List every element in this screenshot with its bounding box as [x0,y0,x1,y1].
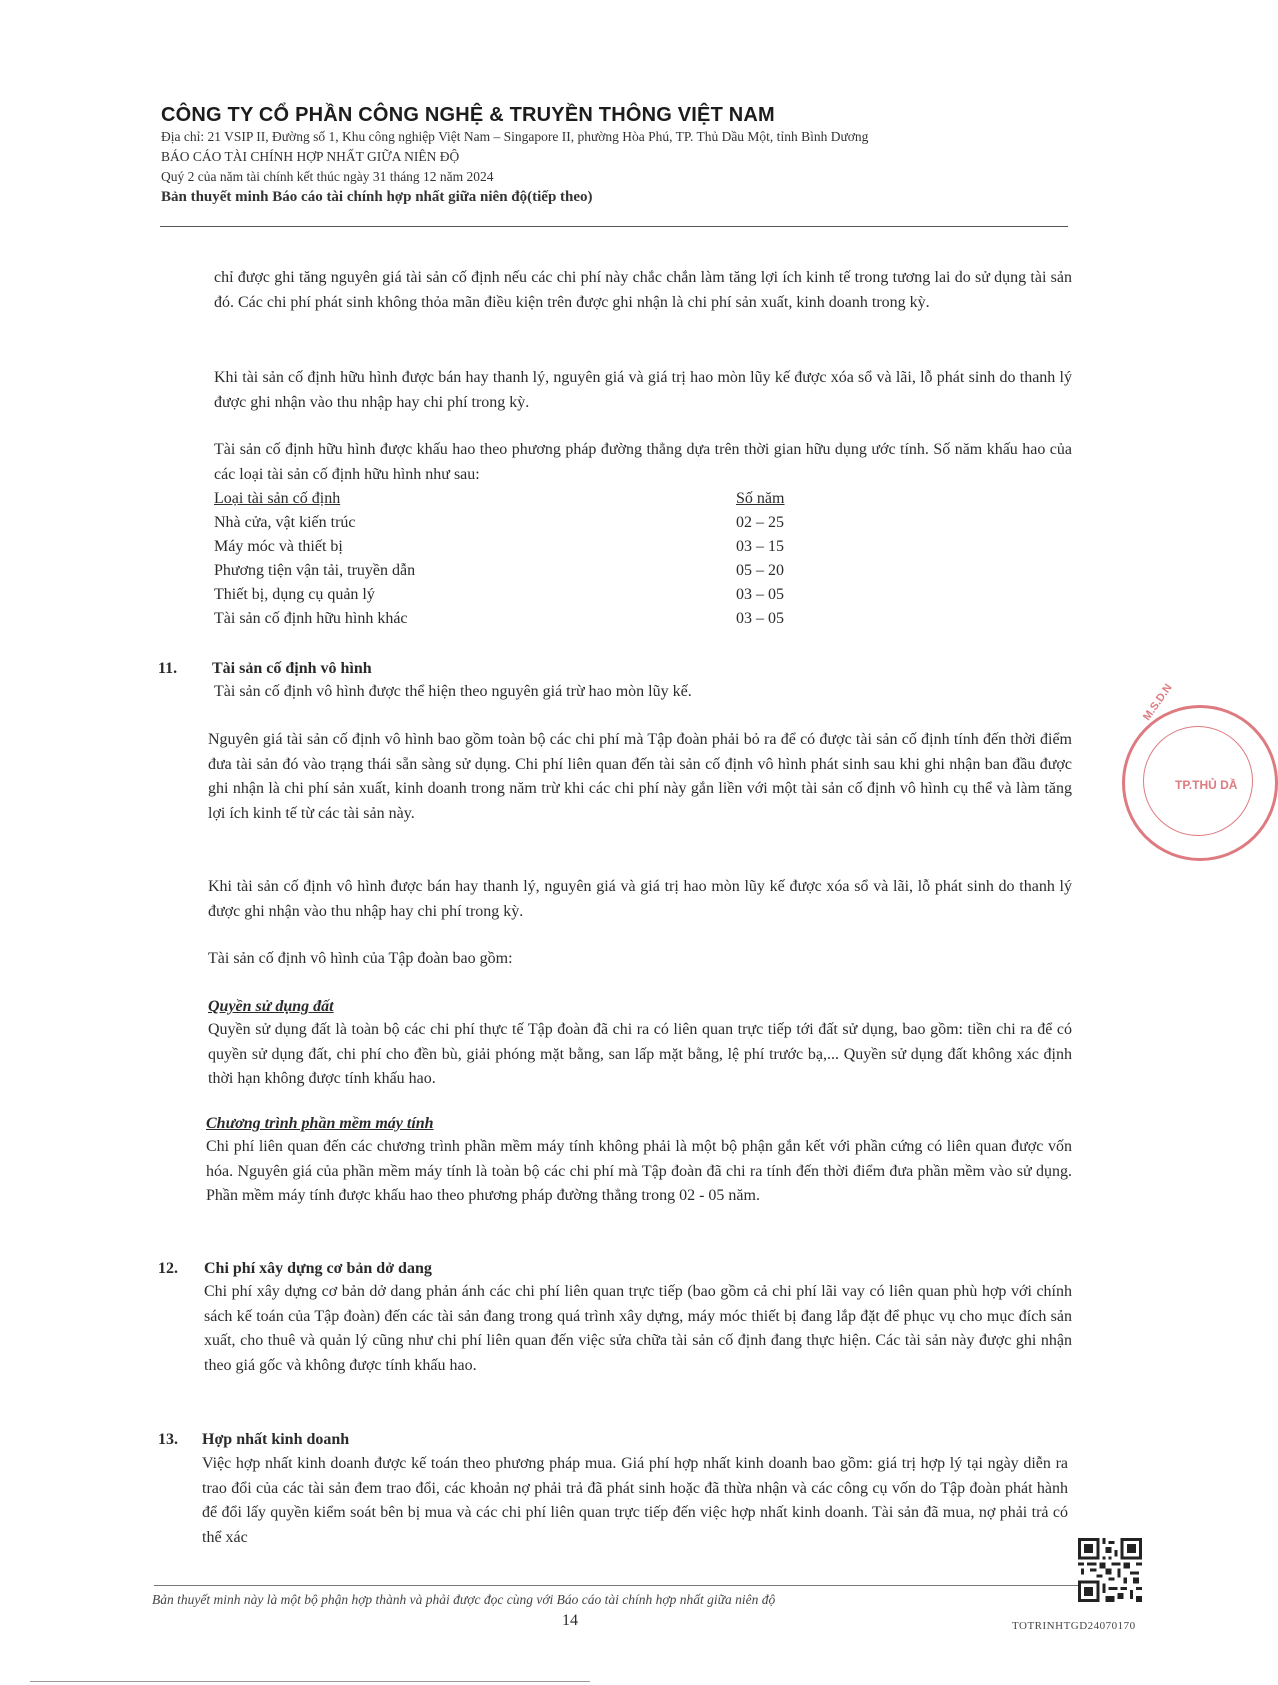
table-cell-years: 02 – 25 [736,514,784,531]
header-divider [160,226,1068,227]
subsection-land-use-title: Quyền sử dụng đất [208,998,334,1015]
company-name: CÔNG TY CỔ PHẦN CÔNG NGHỆ & TRUYỀN THÔNG VIỆT NAM [161,104,775,126]
section-11-number: 11. [158,660,178,677]
table-header-years: Số năm [736,490,785,507]
table-row [214,607,814,631]
notes-title: Bản thuyết minh Báo cáo tài chính hợp nhất giữa niên độ(tiếp theo) [161,189,593,205]
table-cell-years: 03 – 05 [736,610,784,627]
table-cell-asset: Phương tiện vận tải, truyền dẫn [214,562,416,579]
table-cell-asset: Nhà cửa, vật kiến trúc [214,514,356,531]
table-header-asset-type: Loại tài sản cố định [214,490,341,507]
scan-edge-line [30,1681,590,1682]
section-11-includes: Tài sản cố định vô hình của Tập đoàn bao gồm: [208,950,513,967]
section-11-intro: Tài sản cố định vô hình được thể hiện theo nguyên giá trừ hao mòn lũy kế. [214,683,692,700]
table-row [214,511,814,535]
table-cell-asset: Máy móc và thiết bị [214,538,343,555]
section-13-number: 13. [158,1431,178,1448]
qr-code-icon [1078,1538,1142,1602]
footer-note: Bản thuyết minh này là một bộ phận hợp thành và phải được đọc cùng với Báo cáo tài chính hợp nhất giữa niên độ [152,1592,776,1607]
paragraph-depreciation: Tài sản cố định hữu hình được khấu hao theo phương pháp đường thẳng dựa trên thời gian hữu dụng ước tính. Số năm khấu hao của các loại tài sản cố định hữu hình như sau: [214,441,1072,483]
subsection-software-title: Chương trình phần mềm máy tính [206,1115,434,1132]
section-12-title: Chi phí xây dựng cơ bản dở dang [204,1260,432,1277]
stamp-text-top: M.S.D.N [1141,681,1175,723]
table-header-row [214,487,814,511]
report-title: BÁO CÁO TÀI CHÍNH HỢP NHẤT GIỮA NIÊN ĐỘ [161,149,460,164]
paragraph-continued: chỉ được ghi tăng nguyên giá tài sản cố định nếu các chi phí này chắc chắn làm tăng lợi ích kinh tế trong tương lai do sử dụng tài sản đó. Các chi phí phát sinh không thỏa mãn điều kiện trên được ghi nhận là chi phí sản xuất, kinh doanh trong kỳ. [214,269,1072,311]
section-11-cost-paragraph: Nguyên giá tài sản cố định vô hình bao gồm toàn bộ các chi phí mà Tập đoàn phải bỏ ra để có được tài sản cố định tính đến thời điểm đưa tài sản đó vào trạng thái sẵn sàng sử dụng. Chi phí liên quan đến tài sản cố định vô hình phát sinh sau khi ghi nhận ban đầu được ghi nhận là chi phí sản xuất, kinh doanh trong năm trừ khi các chi phí này gắn liền với một tài sản cố định vô hình cụ thể và làm tăng lợi ích kinh tế từ các tài sản này. [208,731,1072,822]
section-11-title: Tài sản cố định vô hình [212,660,372,677]
section-13-title: Hợp nhất kinh doanh [202,1431,350,1448]
section-13-text: Việc hợp nhất kinh doanh được kế toán theo phương pháp mua. Giá phí hợp nhất kinh doanh bao gồm: giá trị hợp lý tại ngày diễn ra trao đổi của các tài sản đem trao đổi, các khoản nợ phải trả đã phát sinh hoặc đã thừa nhận và các công cụ vốn do Tập đoàn phát hành để đổi lấy quyền kiểm soát bên bị mua và các chi phí liên quan trực tiếp đến việc hợp nhất kinh doanh. Tài sản đã mua, nợ phải trả có thể xác [202,1455,1068,1546]
section-11-disposal-paragraph: Khi tài sản cố định vô hình được bán hay thanh lý, nguyên giá và giá trị hao mòn lũy kế được xóa sổ và lãi, lỗ phát sinh do thanh lý được ghi nhận vào thu nhập hay chi phí trong kỳ. [208,878,1072,920]
table-row [214,559,814,583]
company-address: Địa chỉ: 21 VSIP II, Đường số 1, Khu công nghiệp Việt Nam – Singapore II, phường Hòa Phú, TP. Thủ Dầu Một, tỉnh Bình Dương [161,129,869,144]
report-period: Quý 2 của năm tài chính kết thúc ngày 31 tháng 12 năm 2024 [161,169,494,184]
document-header [161,103,1066,207]
document-code: TOTRINHTGD24070170 [1012,1620,1136,1632]
table-row [214,583,814,607]
stamp-text-bottom: TP.THỦ DẦ [1175,778,1238,792]
table-cell-years: 03 – 05 [736,586,784,603]
table-row [214,535,814,559]
page-number: 14 [562,1612,578,1629]
section-12-text: Chi phí xây dựng cơ bản dở dang phản ánh các chi phí liên quan trực tiếp (bao gồm cả chi phí lãi vay có liên quan phù hợp với chính sách kế toán của Tập đoàn) đến các tài sản đang trong quá trình xây dựng, máy móc thiết bị đang lắp đặt để phục vụ cho mục đích sản xuất, cho thuê và quản lý cũng như chi phí liên quan đến việc sửa chữa tài sản cố định đang thực hiện. Các tài sản này được ghi nhận theo giá gốc và không được tính khấu hao. [204,1283,1072,1374]
subsection-software-text: Chi phí liên quan đến các chương trình phần mềm máy tính không phải là một bộ phận gắn kết với phần cứng có liên quan được vốn hóa. Nguyên giá của phần mềm máy tính là toàn bộ các chi phí mà Tập đoàn đã chi ra tính đến thời điểm đưa phần mềm vào sử dụng. Phần mềm máy tính được khấu hao theo phương pháp đường thẳng trong 02 - 05 năm. [206,1138,1072,1204]
company-stamp [1122,681,1278,861]
table-cell-asset: Tài sản cố định hữu hình khác [214,610,408,627]
table-cell-years: 03 – 15 [736,538,784,555]
paragraph-disposal: Khi tài sản cố định hữu hình được bán hay thanh lý, nguyên giá và giá trị hao mòn lũy kế được xóa sổ và lãi, lỗ phát sinh do thanh lý được ghi nhận vào thu nhập hay chi phí trong kỳ. [214,369,1072,411]
table-cell-asset: Thiết bị, dụng cụ quản lý [214,586,375,603]
depreciation-table [214,487,814,631]
subsection-land-use-text: Quyền sử dụng đất là toàn bộ các chi phí thực tế Tập đoàn đã chi ra có liên quan trực tiếp tới đất sử dụng, bao gồm: tiền chi ra để có quyền sử dụng đất, chi phí cho đền bù, giải phóng mặt bằng, san lấp mặt bằng, lệ phí trước bạ,... Quyền sử dụng đất không xác định thời hạn không được tính khấu hao. [208,1021,1072,1087]
section-12-number: 12. [158,1260,178,1277]
footer-divider [154,1585,1129,1586]
table-cell-years: 05 – 20 [736,562,784,579]
